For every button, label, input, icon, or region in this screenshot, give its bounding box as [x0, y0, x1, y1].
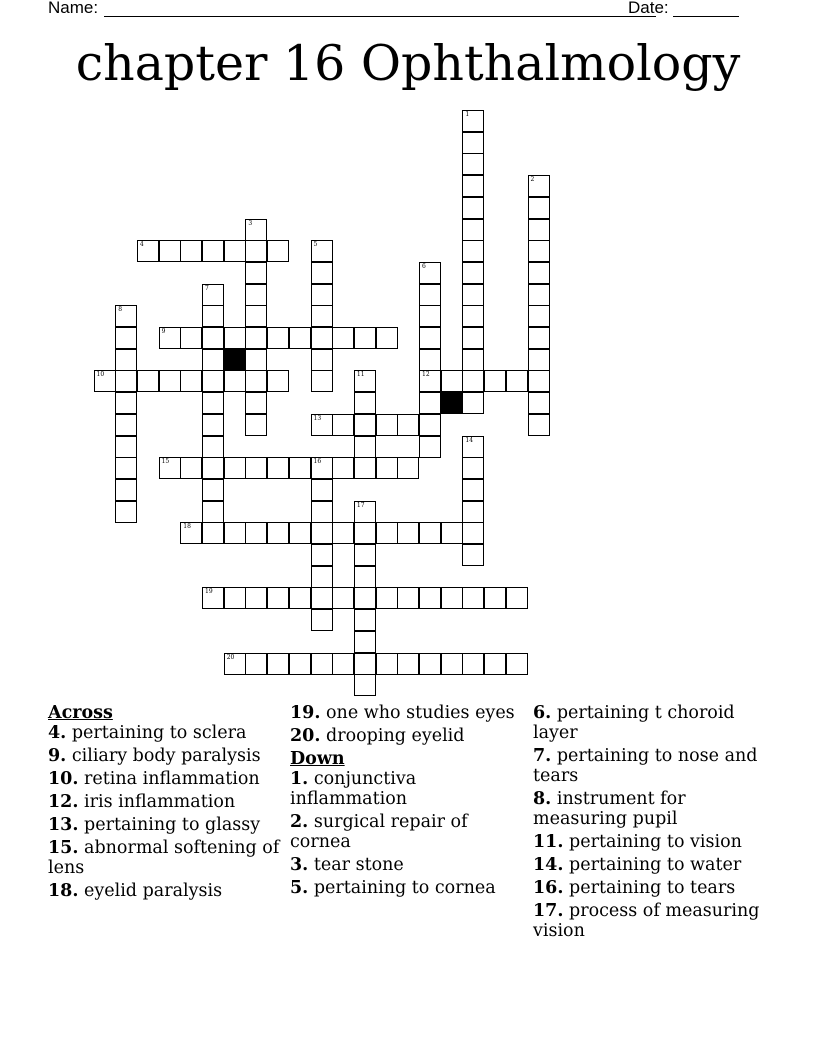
clue-text: tear stone: [308, 855, 404, 875]
across-clue: [48, 723, 288, 743]
grid-cell[interactable]: [289, 587, 311, 609]
clues-column-3: [533, 700, 773, 944]
grid-cell[interactable]: [245, 457, 267, 479]
grid-cell[interactable]: [419, 522, 441, 544]
grid-cell[interactable]: [267, 457, 289, 479]
grid-cell[interactable]: [311, 262, 333, 284]
grid-cell[interactable]: [462, 110, 484, 132]
grid-cell[interactable]: [419, 436, 441, 458]
black-square: [224, 349, 246, 371]
grid-cell[interactable]: [202, 327, 224, 349]
grid-cell[interactable]: [115, 327, 137, 349]
grid-cell[interactable]: [159, 240, 181, 262]
grid-cell[interactable]: [245, 262, 267, 284]
clue-number: 2: [530, 176, 535, 184]
grid-cell[interactable]: [202, 284, 224, 306]
grid-cell[interactable]: [245, 240, 267, 262]
grid-cell[interactable]: [311, 284, 333, 306]
grid-cell[interactable]: [354, 674, 376, 696]
grid-cell[interactable]: [159, 327, 181, 349]
grid-cell[interactable]: [354, 392, 376, 414]
clue-number: 5.: [290, 878, 309, 898]
grid-cell[interactable]: [528, 370, 550, 392]
grid-cell[interactable]: [115, 501, 137, 523]
name-field[interactable]: [104, 16, 656, 17]
grid-cell[interactable]: [332, 587, 354, 609]
clue-number: 12: [422, 371, 430, 379]
grid-cell[interactable]: [224, 587, 246, 609]
clue-number: 15: [161, 458, 170, 466]
down-clue: [290, 769, 530, 809]
grid-cell[interactable]: [311, 370, 333, 392]
grid-cell[interactable]: [202, 501, 224, 523]
clue-number: 19.: [290, 703, 321, 723]
across-clue: [290, 703, 530, 723]
grid-cell[interactable]: [202, 436, 224, 458]
grid-cell[interactable]: [484, 370, 506, 392]
clue-number: 4.: [48, 723, 67, 743]
clue-text: retina inflammation: [78, 769, 260, 789]
grid-cell[interactable]: [528, 305, 550, 327]
grid-cell[interactable]: [267, 587, 289, 609]
grid-cell[interactable]: [245, 522, 267, 544]
clue-number: 7: [205, 284, 209, 292]
grid-cell[interactable]: [332, 457, 354, 479]
grid-cell[interactable]: [528, 349, 550, 371]
grid-cell[interactable]: [202, 392, 224, 414]
grid-cell[interactable]: [224, 327, 246, 349]
grid-cell[interactable]: [311, 414, 333, 436]
grid-cell[interactable]: [528, 414, 550, 436]
grid-cell[interactable]: [311, 566, 333, 588]
clue-text: instrument for measuring pupil: [533, 789, 686, 829]
grid-cell[interactable]: [419, 284, 441, 306]
grid-cell[interactable]: [354, 414, 376, 436]
grid-cell[interactable]: [267, 370, 289, 392]
clue-text: pertaining t choroid layer: [533, 703, 735, 743]
grid-cell[interactable]: [245, 370, 267, 392]
clue-number: 20.: [290, 726, 321, 746]
grid-cell[interactable]: [462, 153, 484, 175]
grid-cell[interactable]: [202, 479, 224, 501]
clue-text: pertaining to sclera: [66, 723, 247, 743]
grid-cell[interactable]: [245, 392, 267, 414]
grid-cell[interactable]: [332, 327, 354, 349]
across-clue: [48, 881, 288, 901]
grid-cell[interactable]: [267, 327, 289, 349]
down-clue: [533, 878, 773, 898]
grid-cell[interactable]: [376, 522, 398, 544]
grid-cell[interactable]: [115, 457, 137, 479]
grid-cell[interactable]: [115, 392, 137, 414]
across-clue: [48, 792, 288, 812]
grid-cell[interactable]: [224, 653, 246, 675]
grid-cell[interactable]: [376, 327, 398, 349]
grid-cell[interactable]: [419, 262, 441, 284]
grid-cell[interactable]: [115, 305, 137, 327]
grid-cell[interactable]: [419, 587, 441, 609]
grid-cell[interactable]: [354, 566, 376, 588]
grid-cell[interactable]: [332, 414, 354, 436]
grid-cell[interactable]: [311, 653, 333, 675]
clue-number: 18: [183, 523, 191, 531]
grid-cell[interactable]: [180, 240, 202, 262]
grid-cell[interactable]: [115, 479, 137, 501]
date-label: Date:: [628, 0, 669, 17]
clue-number: 15.: [48, 838, 79, 858]
grid-cell[interactable]: [202, 370, 224, 392]
grid-cell[interactable]: [462, 284, 484, 306]
grid-cell[interactable]: [289, 327, 311, 349]
grid-cell[interactable]: [397, 522, 419, 544]
down-clue: [533, 832, 773, 852]
clue-number: 11: [356, 371, 365, 379]
grid-cell[interactable]: [224, 240, 246, 262]
clue-text: pertaining to cornea: [308, 878, 496, 898]
clue-number: 16.: [533, 878, 564, 898]
grid-cell[interactable]: [419, 370, 441, 392]
grid-cell[interactable]: [159, 370, 181, 392]
clue-text: one who studies eyes: [320, 703, 515, 723]
grid-cell[interactable]: [245, 349, 267, 371]
grid-cell[interactable]: [180, 327, 202, 349]
clue-text: pertaining to tears: [563, 878, 736, 898]
grid-cell[interactable]: [137, 370, 159, 392]
grid-cell[interactable]: [462, 132, 484, 154]
grid-cell[interactable]: [419, 392, 441, 414]
grid-cell[interactable]: [354, 436, 376, 458]
grid-cell[interactable]: [397, 653, 419, 675]
clue-number: 13.: [48, 815, 79, 835]
grid-cell[interactable]: [462, 392, 484, 414]
grid-cell[interactable]: [267, 522, 289, 544]
grid-cell[interactable]: [462, 262, 484, 284]
grid-cell[interactable]: [311, 501, 333, 523]
clue-number: 3.: [290, 855, 309, 875]
grid-cell[interactable]: [332, 522, 354, 544]
grid-cell[interactable]: [441, 587, 463, 609]
grid-cell[interactable]: [376, 587, 398, 609]
across-clue: [290, 726, 530, 746]
grid-cell[interactable]: [484, 653, 506, 675]
clue-number: 17: [356, 501, 365, 509]
down-heading: Down: [290, 749, 345, 769]
grid-cell[interactable]: [354, 522, 376, 544]
grid-cell[interactable]: [137, 240, 159, 262]
grid-cell[interactable]: [354, 653, 376, 675]
down-clue: [290, 878, 530, 898]
grid-cell[interactable]: [311, 544, 333, 566]
grid-cell[interactable]: [115, 414, 137, 436]
grid-cell[interactable]: [419, 653, 441, 675]
clue-number: 3: [248, 219, 253, 227]
grid-cell[interactable]: [528, 175, 550, 197]
clue-number: 17.: [533, 901, 564, 921]
grid-cell[interactable]: [202, 414, 224, 436]
clue-text: pertaining to nose and tears: [533, 746, 758, 786]
grid-cell[interactable]: [311, 240, 333, 262]
down-clue: [533, 746, 773, 786]
clue-number: 10: [96, 371, 105, 379]
grid-cell[interactable]: [311, 587, 333, 609]
grid-cell[interactable]: [202, 522, 224, 544]
clue-text: abnormal softening of lens: [48, 838, 280, 878]
grid-cell[interactable]: [245, 327, 267, 349]
grid-cell[interactable]: [224, 457, 246, 479]
date-field[interactable]: [673, 16, 739, 17]
grid-cell[interactable]: [441, 653, 463, 675]
clue-number: 5: [313, 241, 318, 249]
down-clue: [533, 789, 773, 829]
clue-number: 9.: [48, 746, 67, 766]
down-clue: [290, 812, 530, 852]
clue-number: 13: [313, 414, 322, 422]
down-clue: [290, 855, 530, 875]
clue-number: 6.: [533, 703, 552, 723]
page-title: chapter 16 Ophthalmology: [75, 35, 741, 92]
across-heading: Across: [48, 703, 113, 723]
grid-cell[interactable]: [462, 349, 484, 371]
grid-cell[interactable]: [462, 653, 484, 675]
grid-cell[interactable]: [311, 479, 333, 501]
grid-cell[interactable]: [202, 305, 224, 327]
clue-number: 14: [465, 436, 474, 444]
grid-cell[interactable]: [462, 501, 484, 523]
clue-number: 2.: [290, 812, 309, 832]
grid-cell[interactable]: [311, 305, 333, 327]
black-square: [441, 392, 463, 414]
across-clue: [48, 838, 288, 878]
grid-cell[interactable]: [354, 587, 376, 609]
grid-cell[interactable]: [94, 370, 116, 392]
clue-number: 9: [161, 328, 166, 335]
grid-cell[interactable]: [441, 370, 463, 392]
name-label: Name:: [48, 0, 99, 17]
grid-cell[interactable]: [462, 327, 484, 349]
grid-cell[interactable]: [202, 349, 224, 371]
clue-number: 6: [422, 262, 426, 270]
grid-cell[interactable]: [506, 587, 528, 609]
grid-cell[interactable]: [245, 284, 267, 306]
clue-text: surgical repair of cornea: [290, 812, 468, 852]
down-clue: [533, 855, 773, 875]
grid-cell[interactable]: [397, 587, 419, 609]
header: [48, 0, 748, 24]
grid-cell[interactable]: [115, 370, 137, 392]
grid-cell[interactable]: [245, 653, 267, 675]
grid-cell[interactable]: [506, 653, 528, 675]
grid-cell[interactable]: [419, 414, 441, 436]
grid-cell[interactable]: [180, 522, 202, 544]
grid-cell[interactable]: [224, 522, 246, 544]
clue-number: 11.: [533, 832, 564, 852]
clue-text: process of measuring vision: [533, 901, 760, 941]
clue-text: pertaining to water: [563, 855, 742, 875]
grid-cell[interactable]: [311, 327, 333, 349]
grid-cell[interactable]: [462, 436, 484, 458]
grid-cell[interactable]: [462, 175, 484, 197]
clue-number: 10.: [48, 769, 79, 789]
clues-column-1: [48, 700, 288, 904]
grid-cell[interactable]: [311, 522, 333, 544]
clue-number: 4: [139, 241, 144, 249]
grid-cell[interactable]: [245, 305, 267, 327]
grid-cell[interactable]: [506, 370, 528, 392]
clue-number: 7.: [533, 746, 552, 766]
grid-cell[interactable]: [397, 414, 419, 436]
grid-cell[interactable]: [376, 653, 398, 675]
clue-number: 1: [465, 111, 470, 118]
grid-cell[interactable]: [528, 219, 550, 241]
clue-number: 14.: [533, 855, 564, 875]
down-clue: [533, 901, 773, 941]
clue-number: 12.: [48, 792, 79, 812]
grid-cell[interactable]: [354, 609, 376, 631]
clue-number: 8: [118, 306, 123, 314]
grid-cell[interactable]: [484, 587, 506, 609]
grid-cell[interactable]: [528, 197, 550, 219]
grid-cell[interactable]: [419, 327, 441, 349]
grid-cell[interactable]: [159, 457, 181, 479]
grid-cell[interactable]: [419, 349, 441, 371]
grid-cell[interactable]: [202, 240, 224, 262]
clue-number: 19: [205, 588, 213, 596]
grid-cell[interactable]: [202, 587, 224, 609]
grid-cell[interactable]: [441, 522, 463, 544]
grid-cell[interactable]: [245, 414, 267, 436]
grid-cell[interactable]: [180, 457, 202, 479]
grid-cell[interactable]: [376, 457, 398, 479]
grid-cell[interactable]: [202, 457, 224, 479]
grid-cell[interactable]: [354, 370, 376, 392]
clue-number: 16: [313, 458, 322, 466]
clue-text: drooping eyelid: [320, 726, 465, 746]
grid-cell[interactable]: [224, 370, 246, 392]
grid-cell[interactable]: [289, 522, 311, 544]
grid-cell[interactable]: [354, 327, 376, 349]
clue-text: ciliary body paralysis: [66, 746, 261, 766]
clue-text: iris inflammation: [78, 792, 236, 812]
grid-cell[interactable]: [115, 436, 137, 458]
grid-cell[interactable]: [115, 349, 137, 371]
across-clue: [48, 815, 288, 835]
across-clue: [48, 769, 288, 789]
clues-column-2: [290, 700, 530, 901]
grid-cell[interactable]: [354, 501, 376, 523]
grid-cell[interactable]: [354, 544, 376, 566]
grid-cell[interactable]: [462, 544, 484, 566]
grid-cell[interactable]: [245, 587, 267, 609]
grid-cell[interactable]: [462, 219, 484, 241]
grid-cell[interactable]: [462, 370, 484, 392]
clue-number: 8.: [533, 789, 552, 809]
grid-cell[interactable]: [528, 262, 550, 284]
grid-cell[interactable]: [311, 349, 333, 371]
grid-cell[interactable]: [397, 457, 419, 479]
grid-cell[interactable]: [462, 305, 484, 327]
grid-cell[interactable]: [289, 457, 311, 479]
grid-cell[interactable]: [376, 414, 398, 436]
grid-cell[interactable]: [267, 240, 289, 262]
grid-cell[interactable]: [354, 457, 376, 479]
grid-cell[interactable]: [528, 327, 550, 349]
grid-cell[interactable]: [245, 219, 267, 241]
grid-cell[interactable]: [528, 392, 550, 414]
grid-cell[interactable]: [462, 197, 484, 219]
grid-cell[interactable]: [528, 284, 550, 306]
clue-text: pertaining to vision: [563, 832, 742, 852]
grid-cell[interactable]: [462, 240, 484, 262]
clue-text: eyelid paralysis: [78, 881, 223, 901]
grid-cell[interactable]: [180, 370, 202, 392]
grid-cell[interactable]: [332, 653, 354, 675]
grid-cell[interactable]: [528, 240, 550, 262]
grid-cell[interactable]: [462, 522, 484, 544]
clue-text: pertaining to glassy: [78, 815, 261, 835]
clue-number: 18.: [48, 881, 79, 901]
grid-cell[interactable]: [462, 457, 484, 479]
grid-cell[interactable]: [354, 631, 376, 653]
clue-number: 20: [226, 653, 235, 661]
down-clue: [533, 703, 773, 743]
grid-cell[interactable]: [419, 305, 441, 327]
grid-cell[interactable]: [462, 479, 484, 501]
grid-cell[interactable]: [267, 653, 289, 675]
grid-cell[interactable]: [311, 609, 333, 631]
across-clue: [48, 746, 288, 766]
grid-cell[interactable]: [289, 653, 311, 675]
grid-cell[interactable]: [311, 457, 333, 479]
clue-text: conjunctiva inflammation: [290, 769, 417, 809]
grid-cell[interactable]: [462, 587, 484, 609]
clue-number: 1.: [290, 769, 309, 789]
